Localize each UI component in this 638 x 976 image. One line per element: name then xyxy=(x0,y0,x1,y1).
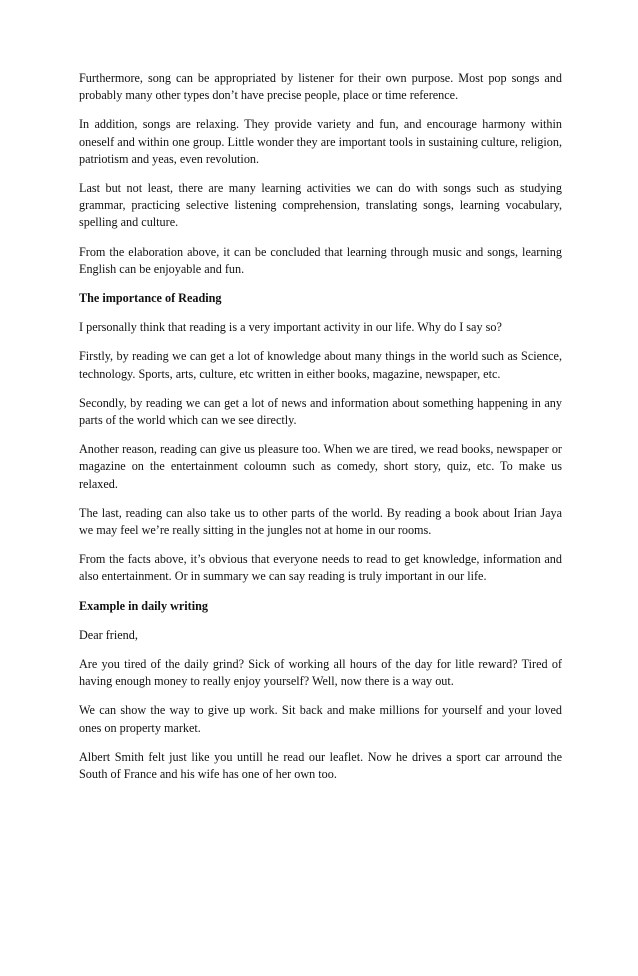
heading-importance-of-reading: The importance of Reading xyxy=(79,291,222,306)
paragraph-song-purpose: Furthermore, song can be appropriated by listener for their own purpose. Most pop songs and probably many other types don’t have precise people, place or time reference. xyxy=(79,71,562,103)
paragraph-songs-relaxing: In addition, songs are relaxing. They provide variety and fun, and encourage harmony within oneself and within one group. Little wonder they are important tools in sustaining culture, religion, patriotism and yeas, even revolution. xyxy=(79,117,562,166)
paragraph-reading-pleasure: Another reason, reading can give us pleasure too. When we are tired, we read books, newspaper or magazine on the entertainment coloumn such as comedy, short story, quiz, etc. To make us relaxed. xyxy=(79,442,562,491)
heading-example-daily-writing: Example in daily writing xyxy=(79,598,208,613)
paragraph-daily-grind: Are you tired of the daily grind? Sick of working all hours of the day for litle reward? Tired of having enough money to really enjoy yourself? Well, now there is a way out. xyxy=(79,657,562,689)
paragraph-conclusion-songs: From the elaboration above, it can be concluded that learning through music and songs, learning English can be enjoyable and fun. xyxy=(79,244,562,276)
paragraph-reading-summary: From the facts above, it’s obvious that everyone needs to read to get knowledge, information and also entertainment. Or in summary we can say reading is truly important in our life. xyxy=(79,552,562,584)
paragraph-learning-activities: Last but not least, there are many learning activities we can do with songs such as studying grammar, practicing selective listening comprehension, translating songs, learning vocabulary, spelling and culture. xyxy=(79,181,562,230)
paragraph-greeting: Dear friend, xyxy=(79,627,138,642)
paragraph-reading-news: Secondly, by reading we can get a lot of news and information about something happening in any parts of the world which can we see directly. xyxy=(79,395,562,428)
paragraph-reading-intro: I personally think that reading is a very important activity in our life. Why do I say so? xyxy=(79,320,502,335)
paragraph-reading-knowledge: Firstly, by reading we can get a lot of knowledge about many things in the world such as Science, technology. Sports, arts, culture, etc written in either books, magazine, newspaper, etc. xyxy=(79,349,562,381)
document-page xyxy=(79,70,562,795)
paragraph-albert-smith: Albert Smith felt just like you untill he read our leaflet. Now he drives a sport car arround the South of France and his wife has one of her own too. xyxy=(79,749,562,782)
paragraph-give-up-work: We can show the way to give up work. Sit back and make millions for yourself and your loved ones on property market. xyxy=(79,703,562,735)
paragraph-reading-travel: The last, reading can also take us to other parts of the world. By reading a book about Irian Jaya we may feel we’re really sitting in the jungles not at home in our rooms. xyxy=(79,505,562,538)
